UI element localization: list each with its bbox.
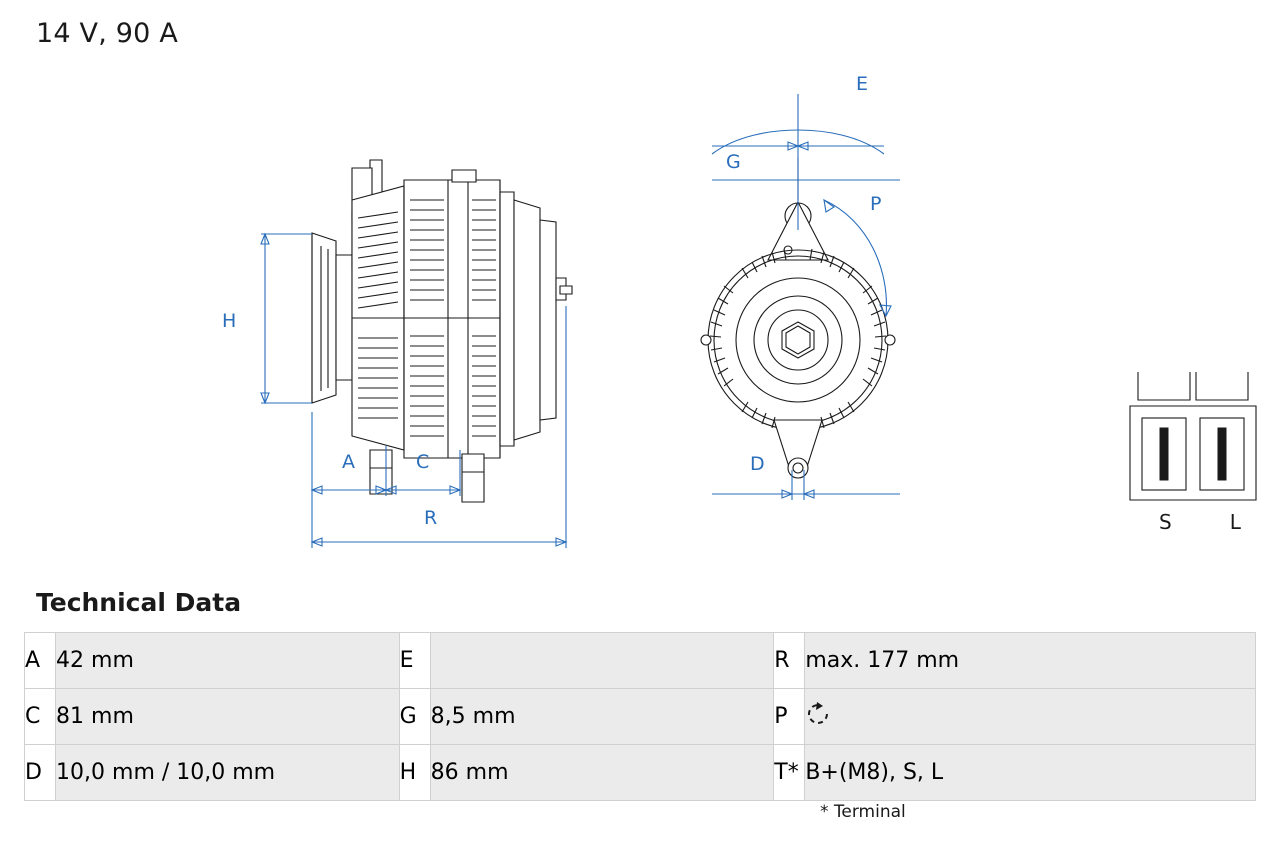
cell-key: P [774,689,805,745]
cell-key: C [25,689,56,745]
connector-terminal-labels [1130,510,1270,534]
dimension-label-A: A [342,451,355,473]
cell-value-rotation [805,689,1256,745]
cell-value: 42 mm [56,633,400,689]
cell-key: R [774,633,805,689]
cell-value: 86 mm [430,745,774,801]
table-row [25,633,1256,689]
dimension-label-E: E [856,73,869,95]
dimension-P [824,193,891,316]
drawing-canvas [0,50,1280,580]
table-row [25,689,1256,745]
table-row [25,745,1256,801]
cell-value: 8,5 mm [430,689,774,745]
technical-data-heading: Technical Data [36,588,242,617]
page-title: 14 V, 90 A [36,18,178,49]
dimension-label-H: H [222,310,237,332]
technical-drawings [0,50,1280,580]
cell-key: A [25,633,56,689]
connector-terminal-l: L [1229,510,1241,534]
dimension-label-P: P [870,193,882,215]
cell-value [430,633,774,689]
technical-data-table [24,632,1256,801]
dimension-label-R: R [424,507,438,529]
cell-value: B+(M8), S, L [805,745,1256,801]
dimension-label-G: G [726,151,741,173]
connector-diagram [1130,372,1256,500]
cell-key: T* [774,745,805,801]
table-footnote: * Terminal [820,802,906,822]
cell-key: H [399,745,430,801]
cell-value: max. 177 mm [805,633,1256,689]
cell-key: D [25,745,56,801]
cell-key: E [399,633,430,689]
cell-value: 81 mm [56,689,400,745]
cell-value: 10,0 mm / 10,0 mm [56,745,400,801]
connector-terminal-s: S [1159,510,1172,534]
dimension-G [712,151,900,180]
dimension-H [222,234,312,403]
dimension-label-D: D [750,453,765,475]
dimension-label-C: C [416,451,430,473]
rotation-arrow-icon [805,701,835,733]
cell-key: G [399,689,430,745]
